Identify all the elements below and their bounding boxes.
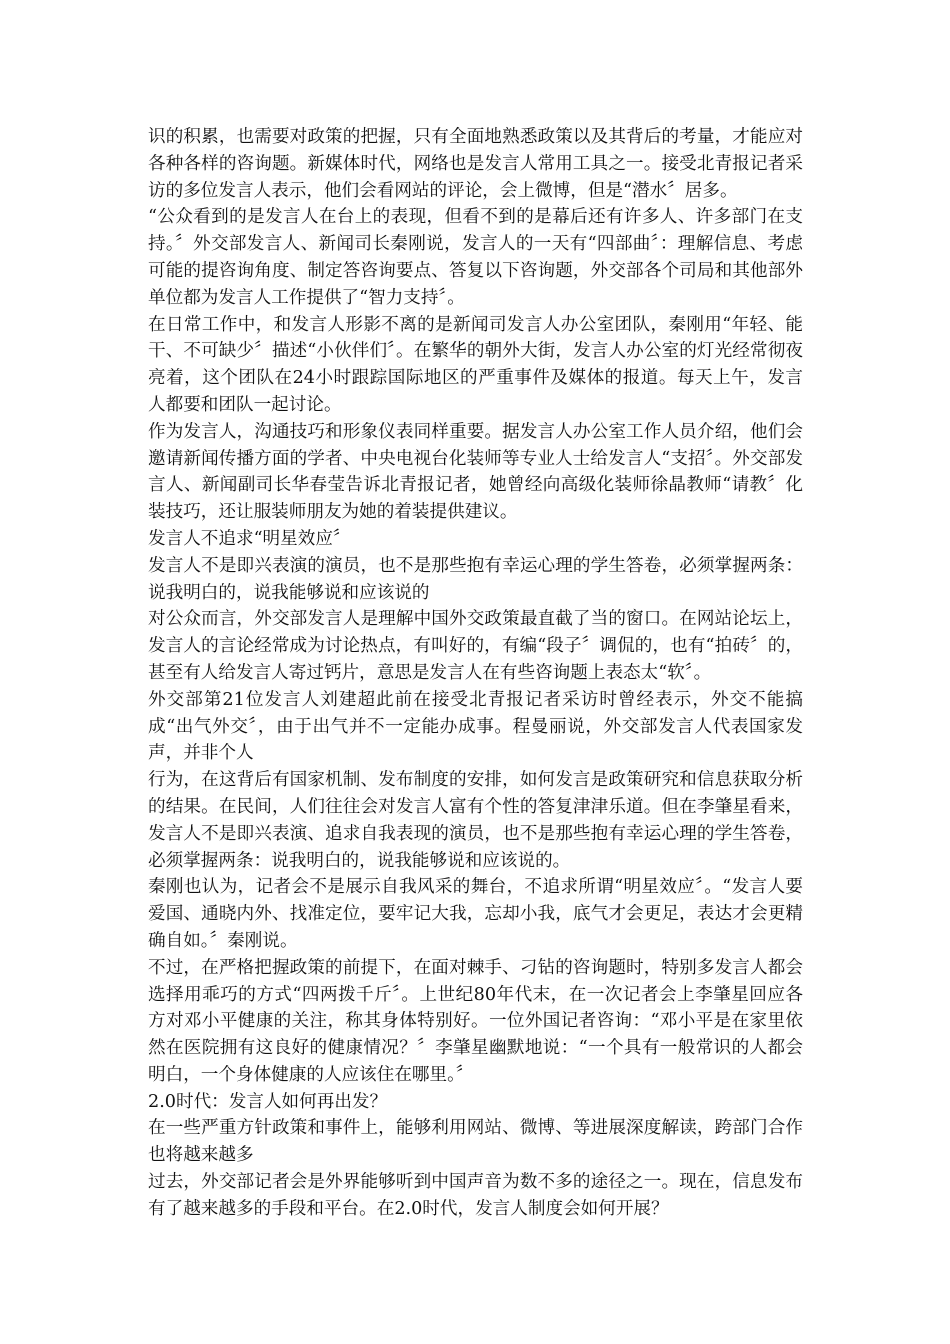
paragraph-deng-xiaoping-anecdote: 不过，在严格把握政策的前提下，在面对棘手、刁钻的咨询题时，特别多发言人都会选择用乖巧的方式“四两拨千斤〞。上世纪80年代末，在一次记者会上李肇星回应各方对邓小平健康的关注，称其身体特别好。一位外国记者咨询：“邓小平是在家里依然在医院拥有这良好的健康情况？〞李肇星幽默地说：“一个具有一般常识的人都会明白，一个身体健康的人应该住在哪里。〞 (148, 957, 803, 1085)
paragraph-knowledge: 识的积累，也需要对政策的把握，只有全面地熟悉政策以及其背后的考量，才能应对各种各样的咨询题。新媒体时代，网络也是发言人常用工具之一。接受北青报记者采访的多位发言人表示，他们会看网站的评论，会上微博，但是“潜水〞居多。 (148, 127, 803, 201)
paragraph-qin-gang-view: 秦刚也认为，记者会不是展示自我风采的舞台，不追求所谓“明星效应〞。“发言人要爱国、通晓内外、找准定位，要牢记大我，忘却小我，底气才会更足，表达才会更精确自如。〞秦刚说。 (148, 877, 803, 951)
paragraph-subheading-cooperation: 在一些严重方针政策和事件上，能够利用网站、微博、等进展深度解读，跨部门合作也将越来越多 (148, 1118, 803, 1166)
paragraph-subheading-two-rules: 发言人不是即兴表演的演员，也不是那些抱有幸运心理的学生答卷，必须掌握两条：说我明白的，说我能够说和应该说的 (148, 555, 803, 603)
paragraph-past-and-present: 过去，外交部记者会是外界能够听到中国声音为数不多的途径之一。现在，信息发布有了越来越多的手段和平台。在2.0时代，发言人制度会如何开展？ (148, 1172, 803, 1219)
paragraph-public-window: 对公众而言，外交部发言人是理解中国外交政策最直截了当的窗口。在网站论坛上，发言人的言论经常成为讨论热点，有叫好的，有编“段子〞调侃的，也有“拍砖〞的，甚至有人给发言人寄过钙片，意思是发言人在有些咨询题上表态太“软〞。 (148, 609, 803, 683)
document-page (148, 124, 803, 1223)
section-heading-2-0-era: 2.0时代：发言人如何再出发？ (148, 1091, 388, 1112)
paragraph-daily-work: 在日常工作中，和发言人形影不离的是新闻司发言人办公室团队，秦刚用“年轻、能干、不可缺少〞描述“小伙伴们〞。在繁华的朝外大街，发言人办公室的灯光经常彻夜亮着，这个团队在24小时跟踪国际地区的严重事件及媒体的报道。每天上午，发言人都要和团队一起讨论。 (148, 314, 803, 415)
paragraph-communication-skills: 作为发言人，沟通技巧和形象仪表同样重要。据发言人办公室工作人员介绍，他们会邀请新闻传播方面的学者、中央电视台化装师等专业人士给发言人“支招〞。外交部发言人、新闻副司长华春莹告诉北青报记者，她曾经向高级化装师徐晶教师“请教〞化装技巧，还让服装师朋友为她的着装提供建议。 (148, 421, 803, 523)
paragraph-li-zhaoxing-view: 行为，在这背后有国家机制、发布制度的安排，如何发言是政策研究和信息获取分析的结果。在民间，人们往往会对发言人富有个性的答复津津乐道。但在李肇星看来，发言人不是即兴表演、追求自我表现的演员，也不是那些抱有幸运心理的学生答卷，必须掌握两条：说我明白的，说我能够说和应该说的。 (148, 770, 803, 871)
paragraph-behind-scenes: “公众看到的是发言人在台上的表现，但看不到的是幕后还有许多人、许多部门在支持。〞外交部发言人、新闻司长秦刚说，发言人的一天有“四部曲〞：理解信息、考虑可能的提咨询角度、制定答咨询要点、答复以下咨询题，外交部各个司局和其他部外单位都为发言人工作提供了“智力支持〞。 (148, 207, 803, 308)
paragraph-liu-jianchao: 外交部第21位发言人刘建超此前在接受北青报记者采访时曾经表示，外交不能搞成“出气外交〞，由于出气并不一定能办成事。程曼丽说，外交部发言人代表国家发声，并非个人 (148, 689, 803, 764)
section-heading-star-effect: 发言人不追求“明星效应〞 (148, 528, 351, 549)
